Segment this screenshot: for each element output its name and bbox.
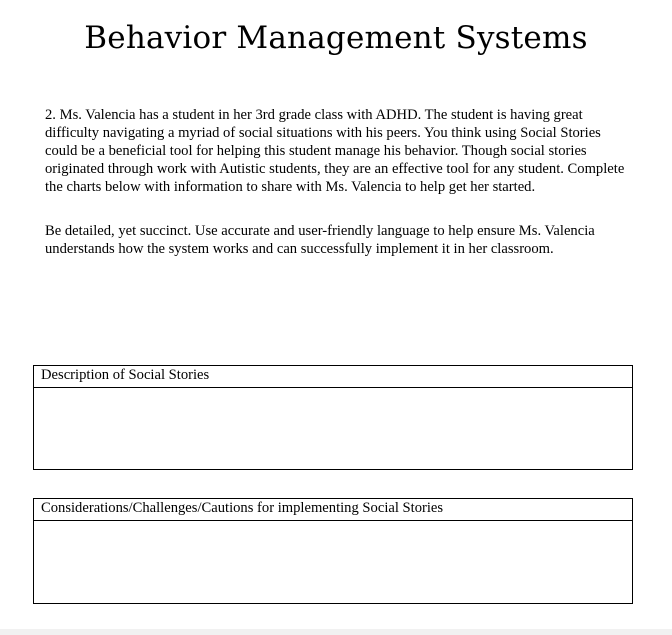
considerations-chart-header: Considerations/Challenges/Cautions for implementing Social Stories — [34, 499, 632, 521]
description-chart-header: Description of Social Stories — [34, 366, 632, 388]
instructions-paragraph: Be detailed, yet succinct. Use accurate and user-friendly language to help ensure Ms. Valencia understands how the system works and can successfully implement it in her classroom. — [45, 223, 595, 257]
page-bottom-edge — [0, 629, 672, 635]
description-chart — [33, 365, 633, 470]
description-chart-body[interactable] — [34, 388, 632, 469]
considerations-chart — [33, 498, 633, 604]
question-paragraph: 2. Ms. Valencia has a student in her 3rd grade class with ADHD. The student is having great difficulty navigating a myriad of social situations with his peers. You think using Social Stories could be a beneficial tool for helping this student manage his behavior. Though social stories originated through work with Autistic students, they are an effective tool for any student. Complete the charts below with information to share with Ms. Valencia to help get her started. — [45, 107, 625, 195]
page-title: Behavior Management Systems — [84, 20, 588, 56]
considerations-chart-body[interactable] — [34, 521, 632, 602]
